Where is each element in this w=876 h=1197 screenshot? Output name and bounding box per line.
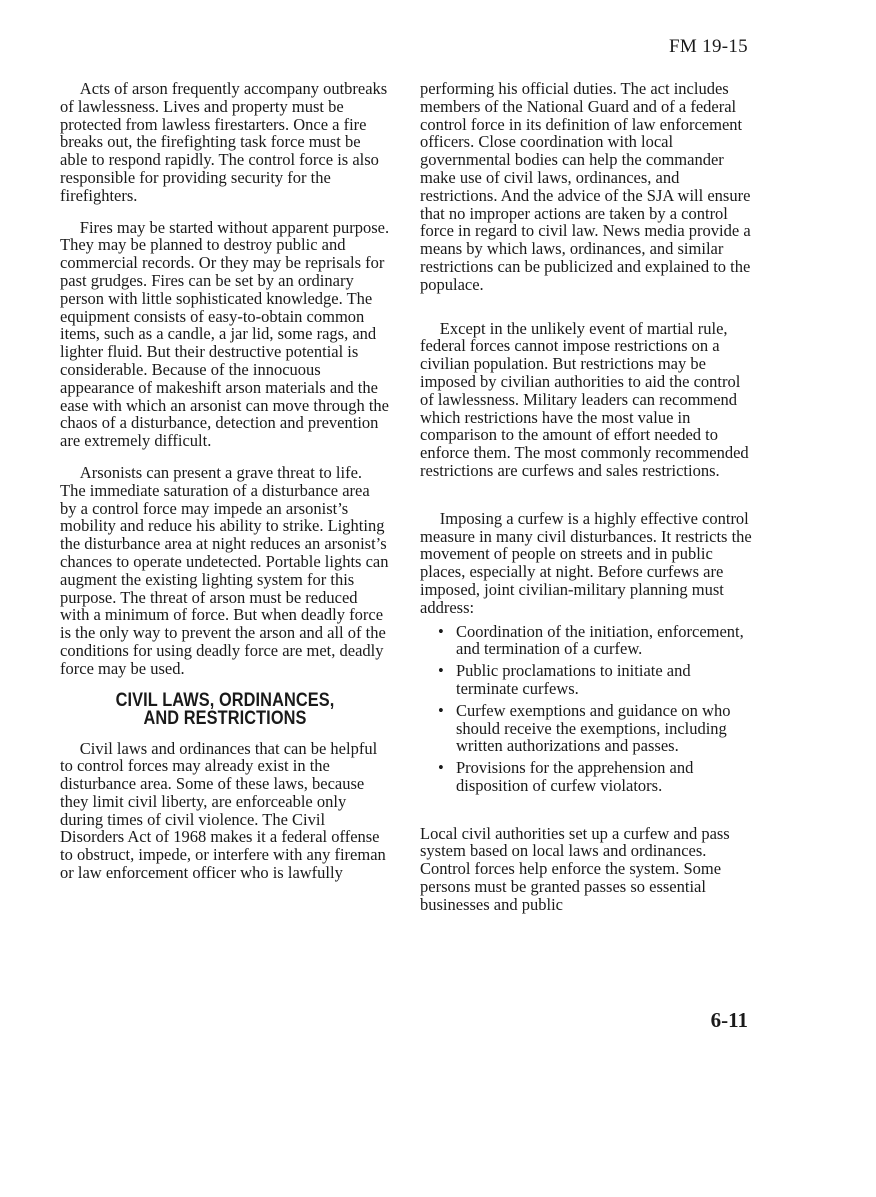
manual-code: FM 19-15 [669,36,748,57]
bullet-icon: • [438,758,444,778]
section-heading-line1: CIVIL LAWS, ORDINANCES, [115,689,335,711]
paragraph-pass-system: Local civil authorities set up a curfew and pass system based on local laws and ordinances. Control forces help enforce the system. Some persons must be granted passes so essential businesses and public [420,823,730,914]
section-heading-line2: AND RESTRICTIONS [143,707,307,729]
paragraph-fires-started: Fires may be started without apparent purpose. They may be planned to destroy public and commercial records. Or they may be reprisals for past grudges. Fires can be set by an ordinary person with little sophisticated knowledge. The equipment consists of easy-to-obtain common items, such as a candle, a jar lid, some rags, and lighter fluid. But their destructive potential is considerable. Because of the innocuous appearance of makeshift arson materials and the ease with which an arsonist can move through the chaos of a disturbance, detection and prevention are extremely difficult. [60,217,390,451]
paragraph-official-duties: performing his official duties. The act includes members of the National Guard and of a federal control force in its definition of law enforcement officers. Close coordination with local governmental bodies can help the commander make use of civil laws, ordinances, and restrictions. And the advice of the SJA will ensure that no improper actions are taken by a control force in regard to civil law. News media provide a means by which laws, ordinances, and similar restrictions can be publicized and explained to the populace. [420,79,751,294]
list-item-text: Provisions for the apprehension and disposition of curfew violators. [456,758,694,795]
paragraph-martial-rule: Except in the unlikely event of martial rule, federal forces cannot impose restrictions on a civilian population. But restrictions may be imposed by civilian authorities to aid the control of lawlessness. Military leaders can recommend which restrictions have the most value in comparison to the amount of effort needed to enforce them. The most commonly recommended restrictions are curfews and sales restrictions. [420,318,749,480]
left-column [60,80,390,896]
list-item [434,702,752,755]
right-column [420,80,752,928]
list-item [434,759,752,795]
bullet-icon: • [438,700,444,720]
bullet-icon: • [438,661,444,681]
list-item [434,662,752,698]
paragraph-civil-laws: Civil laws and ordinances that can be helpful to control forces may already exist in the disturbance area. Some of these laws, because they limit civil liberty, are enforceable only during times of civil violence. The Civil Disorders Act of 1968 makes it a federal offense to obstruct, impede, or interfere with any fireman or law enforcement officer who is lawfully [60,738,386,883]
list-item [434,623,752,659]
list-item-text: Curfew exemptions and guidance on who should receive the exemptions, including written authorizations and passes. [456,700,731,756]
paragraph-curfew-intro: Imposing a curfew is a highly effective control measure in many civil disturbances. It restricts the movement of people on streets and in public places, especially at night. Before curfews are imposed, joint civilian-military planning must address: [420,508,752,617]
paragraph-arsonists-threat: Arsonists can present a grave threat to life. The immediate saturation of a disturbance area by a control force may impede an arsonist’s mobility and reduce his ability to strike. Lighting the disturbance area at night reduces an arsonist’s chances to operate undetected. Portable lights can augment the existing lighting system for this purpose. The threat of arson must be reduced with a minimum of force. But when deadly force is the only way to prevent the arson and all of the conditions for using deadly force are met, deadly force may be used. [60,462,389,678]
page-number: 6-11 [710,1008,748,1032]
paragraph-arson-lawlessness: Acts of arson frequently accompany outbreaks of lawlessness. Lives and property must be protected from lawless firestarters. Once a fire breaks out, the firefighting task force must be able to respond rapidly. The control force is also responsible for providing security for the firefighters. [60,79,388,205]
curfew-planning-list [420,623,752,795]
list-item-text: Public proclamations to initiate and terminate curfews. [456,661,691,698]
section-heading [83,689,367,729]
bullet-icon: • [438,621,444,641]
list-item-text: Coordination of the initiation, enforcement, and termination of a curfew. [456,621,744,659]
